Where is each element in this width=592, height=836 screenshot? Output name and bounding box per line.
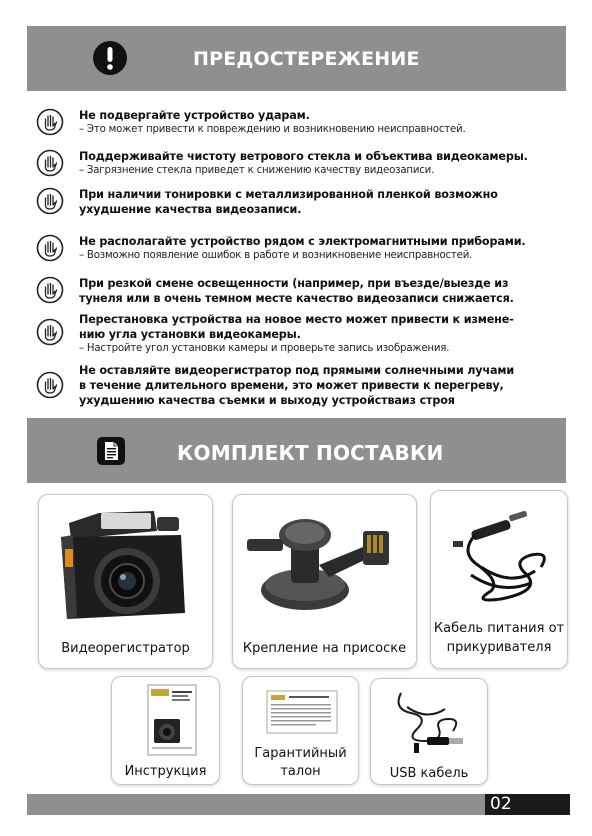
package-card-usb-cable bbox=[370, 678, 488, 785]
warning-note: – Это может привести к повреждению и возникновению неисправностей. bbox=[79, 124, 466, 135]
stop-hand-icon bbox=[36, 371, 64, 399]
usb-cable-image bbox=[371, 679, 487, 759]
package-label: Инструкция bbox=[124, 764, 207, 779]
page-number: 02 bbox=[485, 794, 570, 815]
package-label: Гарантийный талон bbox=[254, 746, 347, 779]
package-label: Видеорегистратор bbox=[61, 641, 190, 656]
package-label: USB кабель bbox=[389, 766, 469, 781]
warning-heading: Перестановка устройства на новое место может привести к измене-нию угла установки видеокамеры. bbox=[79, 313, 514, 341]
stop-hand-icon bbox=[36, 276, 64, 304]
warning-note: – Возможно появление ошибок в работе и возникновение неисправностей. bbox=[79, 250, 473, 261]
exclamation-icon bbox=[92, 40, 128, 76]
warning-heading: При наличии тонировки с металлизированной пленкой возможно ухудшение качества видеозаписи. bbox=[79, 188, 498, 216]
warning-heading: Поддерживайте чистоту ветрового стекла и объектива видеокамеры. bbox=[79, 150, 528, 163]
package-card-car-charger bbox=[430, 490, 568, 669]
warranty-card-image bbox=[243, 677, 358, 741]
package-card-mount bbox=[232, 494, 417, 669]
package-title: КОМПЛЕКТ ПОСТАВКИ bbox=[177, 441, 444, 465]
document-icon bbox=[96, 436, 126, 466]
package-header-band bbox=[27, 418, 566, 483]
package-label: Кабель питания от прикуривателя bbox=[433, 621, 565, 655]
warning-heading: При резкой смене освещенности (например, при въезде/выезде из тунеля или в очень темном месте качество видеозаписи снижается. bbox=[79, 277, 514, 305]
warning-note: – Настройте угол установки камеры и проверьте запись изображения. bbox=[79, 343, 450, 354]
stop-hand-icon bbox=[36, 234, 64, 262]
package-card-warranty bbox=[242, 676, 359, 785]
warning-title: ПРЕДОСТЕРЕЖЕНИЕ bbox=[193, 48, 420, 70]
dash-camera-image bbox=[39, 495, 212, 630]
package-card-manual bbox=[111, 676, 220, 785]
footer-bar bbox=[27, 794, 485, 815]
stop-hand-icon bbox=[36, 187, 64, 215]
car-charger-cable-image bbox=[431, 491, 567, 611]
warning-heading: Не оставляйте видеорегистратор под прямыми солнечными лучами в течение длительного времени, это может привести к перегреву, ухудшению качества съемки и выходу устройстваиз строя bbox=[79, 364, 515, 407]
suction-mount-image bbox=[233, 495, 416, 630]
warning-note: – Загрязнение стекла приведет к снижению качеству видеозаписи. bbox=[79, 165, 435, 176]
manual-booklet-image bbox=[112, 677, 219, 759]
stop-hand-icon bbox=[36, 318, 64, 346]
package-card-dvr bbox=[38, 494, 213, 669]
warning-heading: Не располагайте устройство рядом с электромагнитными приборами. bbox=[79, 235, 526, 248]
stop-hand-icon bbox=[36, 149, 64, 177]
warning-header-band bbox=[27, 26, 566, 91]
package-label: Крепление на присоске bbox=[242, 641, 407, 656]
stop-hand-icon bbox=[36, 108, 64, 136]
warning-heading: Не подвергайте устройство ударам. bbox=[79, 109, 310, 122]
